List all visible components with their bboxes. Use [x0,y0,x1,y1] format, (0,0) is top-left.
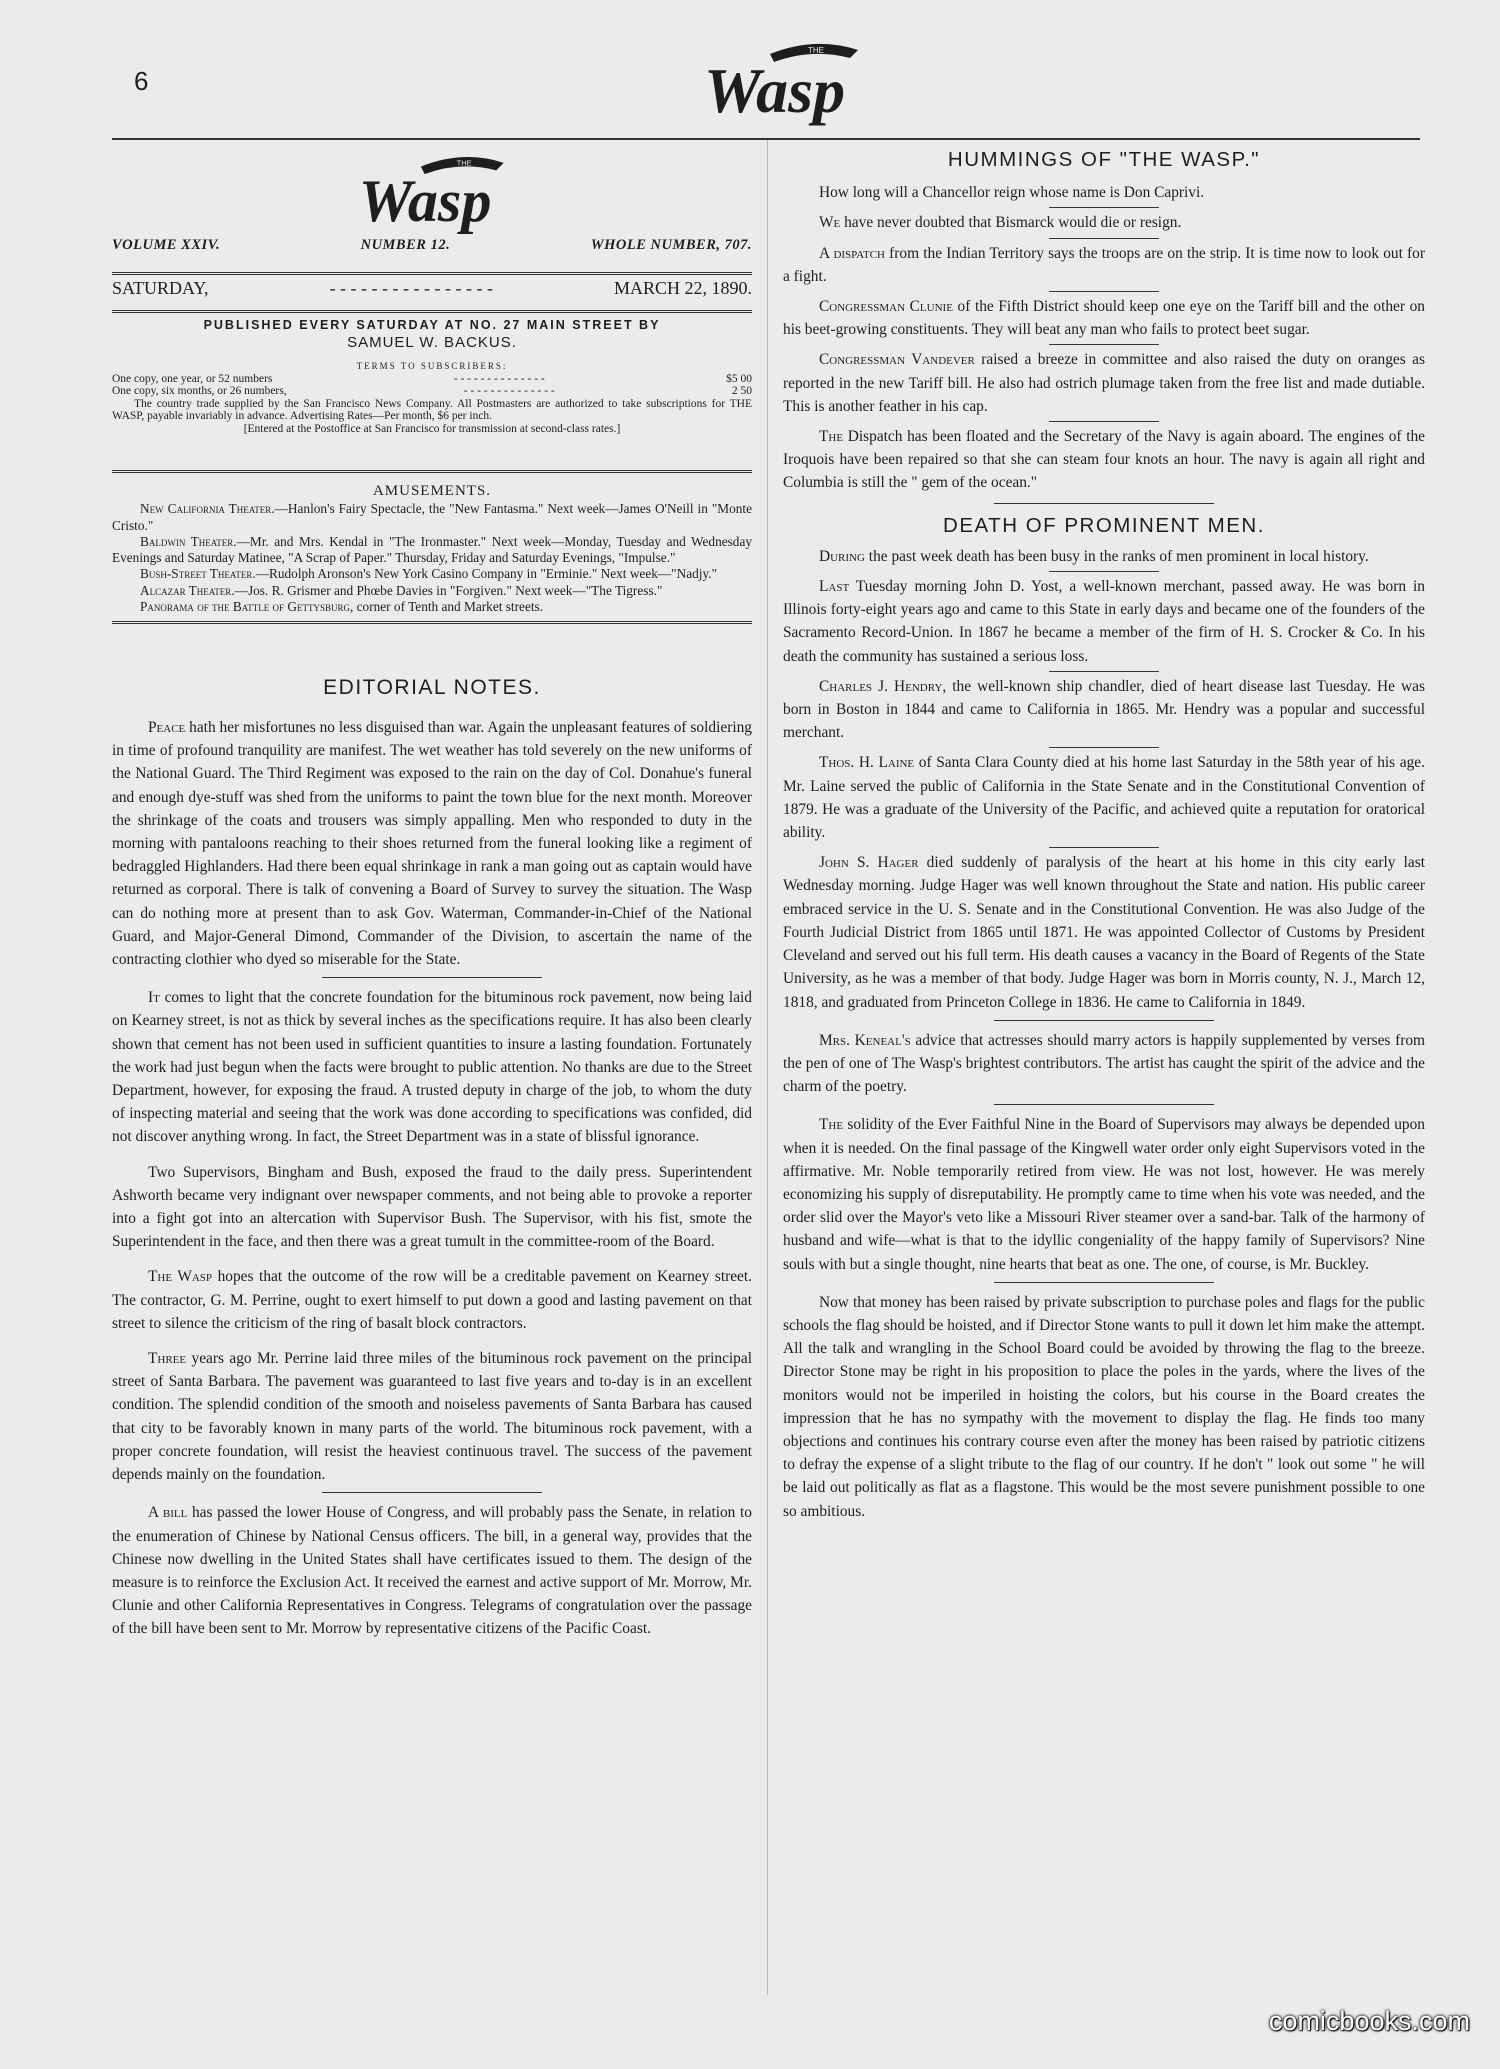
terms-block [112,360,752,435]
masthead-logo-text: Wasp [704,55,846,126]
amusement-text: —Hanlon's Fairy Spectacle, the "New Fantasma." Next week—James O'Neill in "Monte Cristo." [112,501,752,533]
terms-price: 2 50 [731,385,752,397]
amusement-item [112,501,752,534]
separator [1049,571,1159,572]
death-title: DEATH OF PROMINENT MEN. [943,513,1265,537]
paragraph-gap [112,1253,752,1265]
paragraph-text: advice that actresses should marry actors is happily supplemented by verses from the pen of one of The Wasp's brightest contributors. The artist has caught the spirit of the advice and the charm of the poetry. [783,1031,1425,1096]
editorial-title: EDITORIAL NOTES. [323,676,541,699]
amusements-heading: AMUSEMENTS. [372,483,492,499]
paragraph-text: Now that money has been raised by private subscription to purchase poles and flags for the public schools the flag should be hoisted, and if Director Stone wants to pull it down let him make the attempt. All the talk and wrangling in the School Board could be avoided by throwing the flag to the breeze. Director Stone may be right in his proposition to place the poles in the yards, where the lives of the monitors would not be imperiled in hoisting the colors, but his course in the Board creates the impression that he has no sympathy with the movement to display the flag. He finds too many objections and continues his contrary course even after the money has been raised by patriotic citizens to defray the expense of a slight tribute to the flag of our country. If he don't " look out some " he will be laid out politically as flat as a flagstone. This would be the most severe punishment possible to one so ambitious. [783,1293,1425,1520]
separator [1049,671,1159,672]
separator [322,1492,542,1493]
terms-entered: [Entered at the Postoffice at San Francisco for transmission at second-class rates.] [243,422,621,435]
paragraph-text: Tuesday morning John D. Yost, a well-known merchant, passed away. He was born in Illinois forty-eight years ago and came to this State in early days and became one of the founders of the Sacramento Record-Union. In 1867 he became a member of the firm of H. S. Crocker & Co. In his death the community has sustained a serious loss. [783,578,1425,665]
amusement-name: Panorama of the Battle of Gettysburg, [140,599,354,615]
paragraph-text: Two Supervisors, Bingham and Bush, exposed the fraud to the daily press. Superintendent Ashworth became very indignant over newspaper comments, and not being able to provoke a reporter into a fight got into an altercation with Supervisor Bush. The Supervisor, with his fist, smote the Superintendent in the face, and then there was a great tumult in the committee-room of the Board. [112,1163,752,1251]
paragraph-text: has passed the lower House of Congress, and will probably pass the Senate, in relation to the enumeration of Chinese by National Census officers. The bill, in a general way, provides that the Chinese now dwelling in the United States shall have certificates issued to them. The design of the measure is to reinforce the Exclusion Act. It received the earnest and active support of Mr. Morrow, Mr. Clunie and other California Representatives in Congress. Telegrams of congratulation over the passage of the bill have been sent to Mr. Morrow by representative citizens of the Pacific Coast. [112,1504,752,1638]
paragraph-lead: The [819,1116,844,1134]
separator [1049,847,1159,848]
paragraph-lead: The [819,428,844,446]
paragraph-text: the well-known ship chandler, died of heart disease last Tuesday. He was born in Boston in 1844 and came to California in 1865. Mr. Hendry was a popular and successful merchant. [783,677,1425,742]
editorial-body [112,716,752,1641]
separator [1049,207,1159,208]
amusement-text: —Rudolph Aronson's New York Casino Company in "Erminie." Next week—"Nadjy." [255,566,717,582]
paragraph-text: years ago Mr. Perrine laid three miles of the bituminous rock pavement on the principal street of Santa Barbara. The pavement was guaranteed to last five years and to-day is in an excellent condition. The splendid condition of the smooth and noiseless pavements of Santa Barbara has caused that city to be favorably known in many parts of the world. The bituminous rock pavement, with a proper concrete foundation, will resist the heaviest continuous travel. The success of the pavement depends mainly on the foundation. [112,1350,752,1484]
paragraph [783,295,1425,341]
paragraph [112,1501,752,1640]
separator [994,503,1214,504]
separator [994,1282,1214,1283]
paragraph [783,348,1425,418]
masthead-small-word: THE [808,46,824,55]
paragraph-gap [112,1335,752,1347]
amusement-text: corner of Tenth and Market streets. [353,599,544,615]
separator [1049,344,1159,345]
paragraph [783,211,1425,234]
separator [1049,238,1159,239]
issue-number: NUMBER 12. [360,237,451,253]
paragraph-text: solidity of the Ever Faithful Nine in the Board of Supervisors may always be depended upon when it is needed. On the final passage of the Kingwell water order only eight Supervisors voted in the affirmative. Mr. Noble temporarily retired from view. He was not lost, however. He was merely economizing his supply of disreputability. He promptly came to time when his vote was needed, and the order slid over the Mayor's veto like a Missouri River steamer over a sand-bar. Talk of the harmony of husband and wife—what is that to the idyllic congeniality of the happy family of Supervisors? Nine souls with but a single thought, nine hearts that beat as one. The one, of course, is Mr. Buckley. [783,1116,1425,1273]
amusement-text: —Mr. and Mrs. Kendal in "The Ironmaster." Next week—Monday, Tuesday and Wednesday Evenings and Saturday Matinee, "A Scrap of Paper." Thursday, Friday and Saturday Evenings, "Impulse." [112,533,752,566]
death-body [783,545,1425,1523]
paragraph-text: raised a breeze in committee and also raised the duty on oranges as reported in the new Tariff bill. He also had ostrich plumage taken from the free list and made dutiable. This is another feather in his cap. [783,351,1425,415]
amusement-text: —Jos. R. Grismer and Phœbe Davies in "Forgiven." Next week—"The Tigress." [234,582,663,598]
paragraph-lead: During [819,547,865,565]
paragraph [112,1265,752,1335]
terms-row [112,373,752,386]
separator [1049,747,1159,748]
paragraph-gap [112,1149,752,1161]
paragraph [783,1029,1425,1099]
paragraph-lead: Congressman Clunie [819,298,953,316]
volume-line [112,237,752,254]
amusements-rule [112,621,752,624]
paragraph [783,425,1425,495]
paragraph-lead: A dispatch [819,244,885,262]
paragraph [112,986,752,1148]
masthead-small-word: THE [456,158,472,168]
paragraph-lead: Charles J. Hendry, [819,677,947,695]
amusement-item [112,534,752,567]
whole-number: WHOLE NUMBER, 707. [590,237,752,253]
paragraph [112,716,752,971]
amusements-list [112,501,752,615]
paragraph-text: have never doubted that Bismarck would die or resign. [840,214,1182,232]
date-value: MARCH 22, 1890. [613,278,752,298]
amusement-item [112,566,752,582]
paragraph [783,181,1425,204]
terms-row [112,385,752,398]
paragraph-lead: Three [148,1350,187,1368]
hummings-title: HUMMINGS OF "THE WASP." [947,148,1261,171]
paragraph-lead: Last [819,578,850,596]
paragraph-lead: Mrs. Keneal's [819,1031,911,1049]
publisher-line2: SAMUEL W. BACKUS. [347,334,517,351]
date-dashes: - - - - - - - - - - - - - - - - [329,278,493,298]
paragraph-lead: A bill [148,1504,188,1522]
paragraph-text: died suddenly of paralysis of the heart at his home in this city early last Wednesday morning. Judge Hager was well known throughout the State and nation. His public career embraced service in the U. S. Senate and in the Constitutional Convention. He was also Judge of the Fourth Judicial District from 1865 until 1871. He was appointed Collector of Customs by President Cleveland and served out his full term. His death causes a vacancy in the Board of Regents of the State University, as he was a member of that body. Judge Hager was born in Morris county, N. J., March 12, 1818, and graduated from Princeton College in 1836. He came to California in 1849. [783,854,1425,1011]
masthead-logo-text: Wasp [358,168,492,236]
paragraph [783,1113,1425,1275]
paragraph [112,1347,752,1486]
date-day: SATURDAY, [112,278,209,298]
paragraph-lead: It [148,989,160,1007]
publisher-block [112,310,752,351]
paragraph-text: comes to light that the concrete foundation for the bituminous rock pavement, now being laid on Kearney street, is not as thick by several inches as the specifications require. It has also been clearly shown that cement has not been used in sufficient quantities to insure a lasting foundation. Fortunately the work had just begun when the facts were brought to public attention. No thanks are due to the Street Department, however, for exposing the fraud. A trusted deputy in charge of the job, to whom the duty of inspecting material and seeing that the work was done according to specifications was confided, did not discover anything wrong. In fact, the Street Department was in a state of blissful ignorance. [112,989,752,1146]
amusements-block [112,470,752,624]
amusement-item [112,599,752,615]
paragraph-text: from the Indian Territory says the troops are on the strip. It is time now to look out for a fight. [783,244,1425,285]
separator [994,1020,1214,1021]
paragraph-text: the past week death has been busy in the ranks of men prominent in local history. [864,547,1369,565]
amusement-name: Baldwin Theater. [140,533,237,549]
paragraph [783,851,1425,1013]
top-rule [112,138,1420,140]
paragraph-text: How long will a Chancellor reign whose name is Don Caprivi. [819,184,1205,202]
paragraph-lead: Thos. H. Laine [819,754,915,772]
paragraph [783,242,1425,288]
terms-dots: - - - - - - - - - - - - - - [453,372,545,385]
paragraph-lead: We [819,214,841,232]
right-column [783,148,1425,1525]
amusement-name: Alcazar Theater. [140,582,235,598]
terms-paragraph: The country trade supplied by the San Francisco News Company. All Postmasters are authorized to take subscriptions for THE WASP, payable invariably in advance. Advertising Rates—Per month, $6 per inch. [112,397,752,422]
separator [1049,291,1159,292]
terms-label: One copy, one year, or 52 numbers [112,372,273,385]
terms-label: One copy, six months, or 26 numbers, [112,385,287,397]
paragraph [783,675,1425,745]
paragraph-lead: John S. Hager [819,854,919,872]
separator [1049,421,1159,422]
paragraph-text: of Santa Clara County died at his home last Saturday in the 58th year of his age. Mr. Laine served the public of California in the State Senate and in the Constitutional Convention of 1879. He was a graduate of the University of the Pacific, and achieved quite a reputation for oratorical ability. [783,754,1425,842]
masthead-logo-top [700,36,870,126]
column-divider [767,140,768,1995]
masthead-logo-left [355,148,515,236]
watermark: comicbooks.com [1268,2006,1470,2036]
paragraph-text: of the Fifth District should keep one eye on the Tariff bill and the other on his beet-growing constituents. They will beat any man who fails to protect beet sugar. [783,298,1425,339]
hummings-body [783,181,1425,494]
terms-heading: TERMS TO SUBSCRIBERS: [356,361,508,371]
terms-dots: - - - - - - - - - - - - - - [463,385,555,397]
amusement-name: Bush-Street Theater. [140,566,256,582]
page-number: 6 [134,66,149,96]
paragraph-lead: The Wasp [148,1268,213,1286]
paragraph [783,751,1425,844]
paragraph-lead: Peace [148,719,186,736]
publisher-line1: PUBLISHED EVERY SATURDAY AT NO. 27 MAIN STREET BY [203,318,661,332]
paragraph-text: hath her misfortunes no less disguised than war. Again the unpleasant features of soldiering in time of profound tranquility are manifest. The wet weather has told severely on the new uniforms of the National Guard. The Third Regiment was exposed to the rain on the day of Col. Donahue's funeral and enough dye-stuff was shed from the uniforms to paint the town blue for the next month. Moreover the shrinkage of the coats and trousers was simply appalling. Men who responded to duty in the morning with pantaloons reaching to their shoes returned from the funeral looking like a regiment of bedraggled Highlanders. Had there been equal shrinkage in rank a man going out as captain would have returned as corporal. There is talk of convening a Board of Survey to survey the situation. The Wasp can do nothing more at present than to ask Gov. Waterman, Commander-in-Chief of the National Guard, and Major-General Dimond, Commander of the Division, to ascertain the name of the contracting clothier who dyed so miserable for the State. [112,719,752,969]
separator [994,1104,1214,1105]
separator [322,977,542,978]
paragraph-text: Dispatch has been floated and the Secretary of the Navy is again aboard. The engines of the Iroquois have been repaired so that she can steam four knots an hour. The navy is again all right and Columbia is still the " gem of the ocean." [783,428,1425,492]
amusement-name: New California Theater. [140,501,275,517]
amusement-item [112,583,752,599]
terms-price: $5 00 [726,372,752,385]
paragraph [783,1291,1425,1523]
volume: VOLUME XXIV. [112,237,221,253]
paragraph-text: hopes that the outcome of the row will be a creditable pavement on Kearney street. The contractor, G. M. Perrine, ought to exert himself to put down a good and lasting pavement on that street to silence the criticism of the ring of basalt block contractors. [112,1268,753,1332]
paragraph [783,545,1425,568]
paragraph [112,1161,752,1254]
date-line [112,272,752,299]
paragraph-lead: Congressman Vandever [819,351,975,369]
paragraph [783,575,1425,668]
